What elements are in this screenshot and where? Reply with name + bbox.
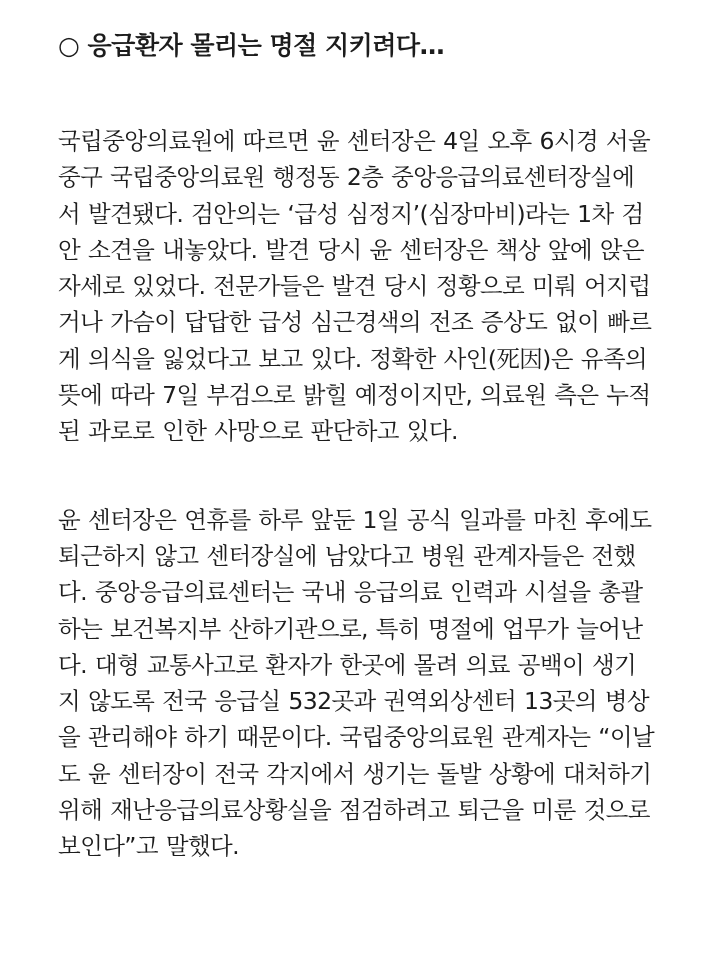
paragraph-line: 위해 재난응급의료상황실을 점검하려고 퇴근을 미룬 것으로: [58, 796, 650, 825]
paragraph-line: 국립중앙의료원에 따르면 윤 센터장은 4일 오후 6시경 서울: [58, 127, 651, 155]
section-heading: ○ 응급환자 몰리는 명절 지키려다…: [58, 31, 445, 60]
paragraph-1: [58, 123, 698, 450]
paragraph-line: 뜻에 따라 7일 부검으로 밝힐 예정이지만, 의료원 측은 누적: [58, 381, 651, 410]
paragraph-line: 지 않도록 전국 응급실 532곳과 권역외상센터 13곳의 병상: [58, 687, 649, 716]
paragraph-line: 보인다”고 말했다.: [58, 832, 240, 861]
article: [58, 22, 698, 865]
paragraph-line: 중구 국립중앙의료원 행정동 2층 중앙응급의료센터장실에: [58, 163, 635, 192]
paragraph-line: 자세로 있었다. 전문가들은 발견 당시 정황으로 미뤄 어지럽: [58, 272, 651, 301]
paragraph-line: 다. 대형 교통사고로 환자가 한곳에 몰려 의료 공백이 생기: [58, 650, 637, 679]
paragraph-line: 된 과로로 인한 사망으로 판단하고 있다.: [58, 417, 458, 446]
paragraph-line: 다. 중앙응급의료센터는 국내 응급의료 인력과 시설을 총괄: [58, 578, 643, 607]
paragraph-line: 서 발견됐다. 검안의는 ‘급성 심정지’(심장마비)라는 1차 검: [58, 199, 644, 228]
paragraph-line: 거나 가슴이 답답한 급성 심근경색의 전조 증상도 없이 빠르: [58, 308, 652, 337]
paragraph-line: 윤 센터장은 연휴를 하루 앞둔 1일 공식 일과를 마친 후에도: [58, 505, 652, 534]
paragraph-line: 안 소견을 내놓았다. 발견 당시 윤 센터장은 책상 앞에 앉은: [58, 235, 645, 264]
paragraph-line: 도 윤 센터장이 전국 각지에서 생기는 돌발 상황에 대처하기: [58, 759, 652, 788]
paragraph-line: 게 의식을 잃었다고 보고 있다. 정확한 사인(死因)은 유족의: [58, 344, 648, 373]
paragraph-line: 퇴근하지 않고 센터장실에 남았다고 병원 관계자들은 전했: [58, 541, 636, 570]
paragraph-line: 하는 보건복지부 산하기관으로, 특히 명절에 업무가 늘어난: [58, 614, 643, 643]
paragraph-line: 을 관리해야 하기 때문이다. 국립중앙의료원 관계자는 “이날: [58, 723, 655, 752]
paragraph-2: [58, 502, 698, 865]
